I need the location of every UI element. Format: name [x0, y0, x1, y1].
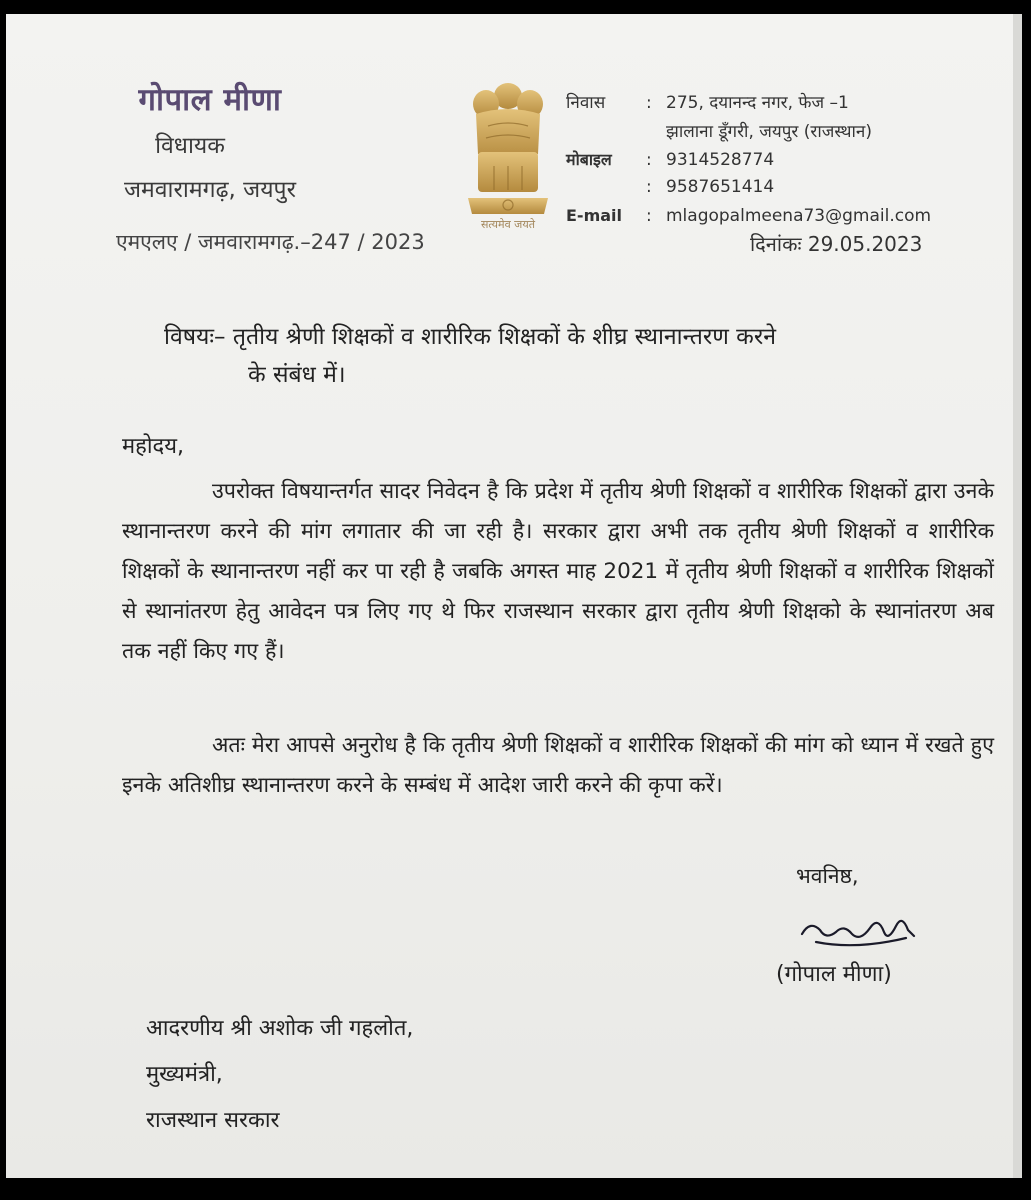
residence-line1: 275, दयानन्द नगर, फेज –1 — [666, 93, 849, 113]
mobile-number-1: 9314528774 — [666, 150, 775, 170]
salutation: महोदय, — [122, 434, 184, 459]
emblem-motto: सत्यमेव जयते — [480, 218, 535, 231]
date-label: दिनांकः — [750, 232, 802, 256]
subject-line-1: तृतीय श्रेणी शिक्षकों व शारीरिक शिक्षकों के शीघ्र स्थानान्तरण करने — [232, 324, 777, 350]
paper-edge — [1013, 14, 1022, 1178]
email-label: E-mail — [566, 206, 623, 225]
residence-line2: झालाना डूँगरी, जयपुर (राजस्थान) — [666, 122, 872, 142]
residence-label: निवास — [566, 93, 606, 113]
email-address: mlagopalmeena73@gmail.com — [666, 206, 932, 226]
addressee-line-2: मुख्यमंत्री, — [146, 1062, 223, 1087]
addressee-line-1: आदरणीय श्री अशोक जी गहलोत, — [146, 1016, 414, 1041]
mobile-label: मोबाइल — [566, 150, 612, 169]
letterhead-left — [110, 78, 330, 204]
valediction: भवनिष्ठ, — [796, 864, 859, 888]
signatory-name: (गोपाल मीणा) — [776, 962, 892, 987]
mobile-row-2 — [566, 177, 931, 206]
date-line — [750, 230, 922, 257]
subject-block — [164, 318, 944, 394]
letter-page — [6, 14, 1022, 1178]
signature-image — [796, 906, 926, 956]
mla-name: गोपाल मीणा — [138, 82, 282, 118]
residence-row-2 — [566, 119, 931, 148]
residence-row — [566, 90, 931, 119]
subject-line-2: के संबंध में। — [248, 362, 346, 388]
contact-block — [566, 90, 931, 235]
body-paragraph-2: अतः मेरा आपसे अनुरोध है कि तृतीय श्रेणी शिक्षकों व शारीरिक शिक्षकों की मांग को ध्यान में रखते हुए इनके अतिशीघ्र स्थानान्तरण करने के सम्बंध में आदेश जारी करने की कृपा करें। — [122, 733, 994, 798]
mla-designation: विधायक — [155, 133, 225, 159]
subject-label: विषयः– — [164, 324, 226, 350]
mobile-row — [566, 148, 931, 177]
email-separator: : — [646, 206, 652, 226]
addressee-line-3: राजस्थान सरकार — [146, 1108, 280, 1133]
reference-number: एमएलए / जमवारामगढ़.–247 / 2023 — [116, 230, 425, 254]
mobile-separator: : — [646, 150, 652, 170]
residence-separator: : — [646, 93, 652, 113]
mobile2-separator: : — [646, 177, 652, 197]
addressee-block — [146, 1006, 413, 1144]
letter-date: 29.05.2023 — [807, 232, 923, 256]
body-paragraph-1: उपरोक्त विषयान्तर्गत सादर निवेदन है कि प्रदेश में तृतीय श्रेणी शिक्षकों व शारीरिक शिक्षकों द्वारा उनके स्थानान्तरण करने की मांग लगातार की जा रही है। सरकार द्वारा अभी तक तृतीय श्रेणी शिक्षकों व शारीरिक शिक्षकों के स्थानान्तरण नहीं कर पा रही है जबकि अगस्त माह 2021 में तृतीय श्रेणी शिक्षकों व शारीरिक शिक्षकों से स्थानांतरण हेतु आवेदन पत्र लिए गए थे फिर राजस्थान सरकार द्वारा तृतीय श्रेणी शिक्षको के स्थानांतरण अब तक नहीं किए गए हैं। — [122, 479, 994, 664]
mobile-number-2: 9587651414 — [666, 177, 775, 197]
mla-constituency: जमवारामगढ़, जयपुर — [123, 177, 297, 203]
